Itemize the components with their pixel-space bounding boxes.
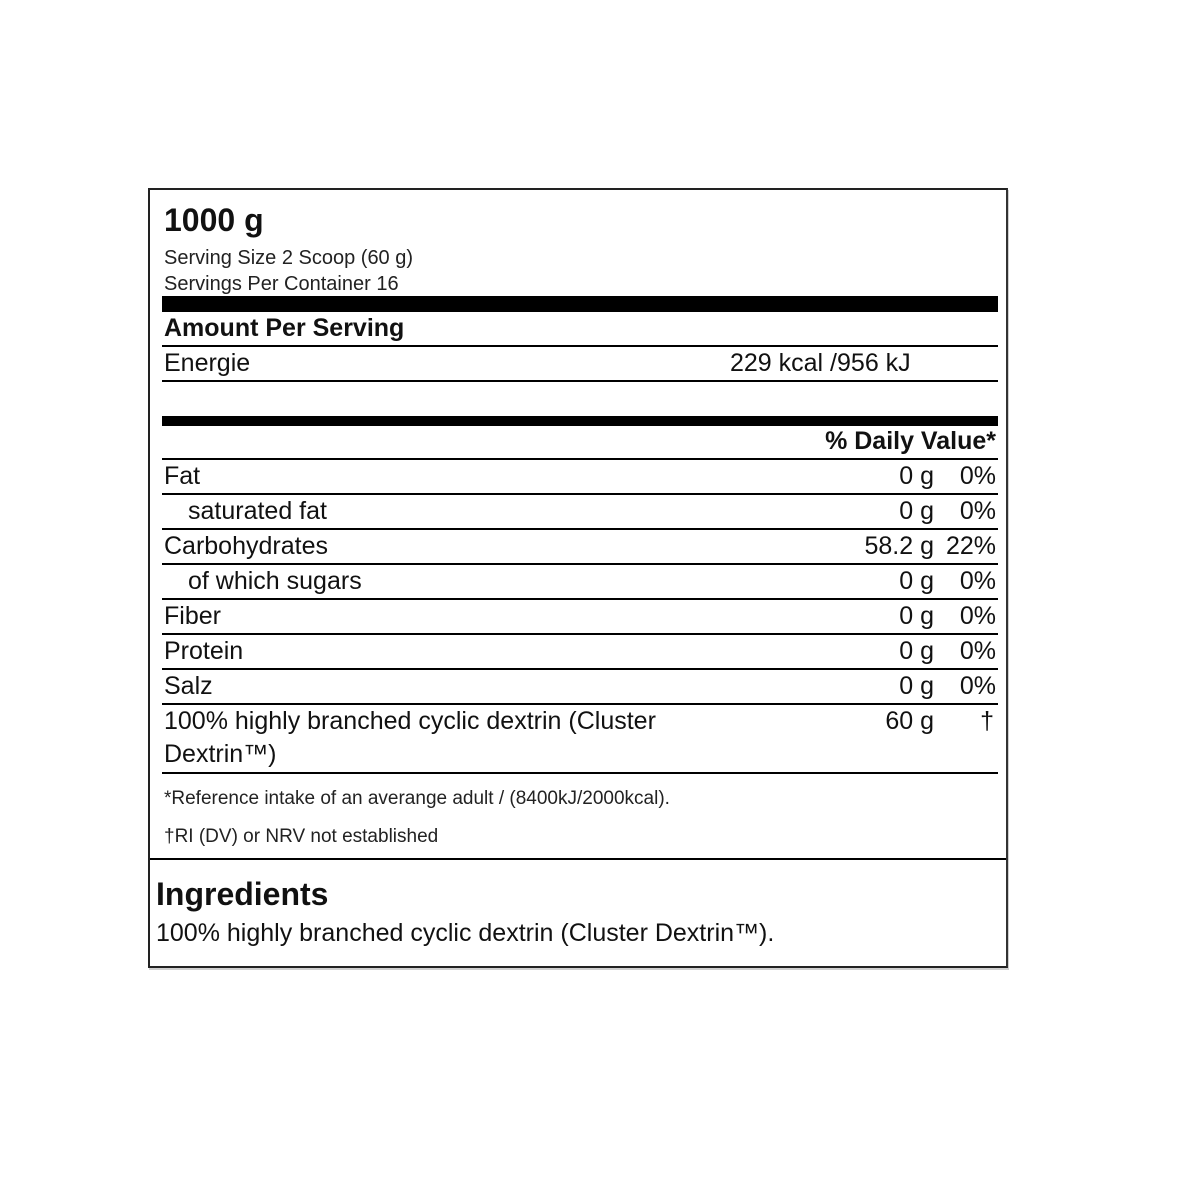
serving-size: Serving Size 2 Scoop (60 g) [164,247,414,269]
amount-per-serving-heading: Amount Per Serving [164,314,405,342]
nutrient-dv-protein: 0% [959,637,996,665]
special-ingredient-dv: † [980,707,994,735]
nutrient-amount-carbohydrates: 58.2 g [864,532,934,560]
not-established-footnote: †RI (DV) or NRV not established [164,826,439,847]
divider [162,458,998,460]
nutrient-dv-fat: 0% [959,462,996,490]
nutrient-dv-saturated-fat: 0% [959,497,996,525]
divider [162,493,998,495]
ingredients-title: Ingredients [156,876,329,912]
divider [162,772,998,774]
divider [162,380,998,382]
nutrient-name-saturated-fat: saturated fat [188,497,327,525]
nutrient-dv-carbohydrates: 22% [945,532,996,560]
divider [162,703,998,705]
nutrient-name-sugars: of which sugars [188,567,362,595]
divider [162,633,998,635]
nutrient-name-fiber: Fiber [164,602,221,630]
nutrient-amount-saturated-fat: 0 g [899,497,934,525]
divider [162,345,998,347]
ingredients-text: 100% highly branched cyclic dextrin (Cluster Dextrin™). [156,919,775,947]
net-weight: 1000 g [164,202,264,238]
thick-divider [162,416,998,426]
daily-value-header: % Daily Value* [825,427,996,455]
nutrient-name-salt: Salz [164,672,213,700]
divider [162,598,998,600]
special-ingredient-name: 100% highly branched cyclic dextrin (Cluster [164,707,656,735]
divider [162,563,998,565]
nutrient-amount-sugars: 0 g [899,567,934,595]
servings-per-container: Servings Per Container 16 [164,273,399,295]
nutrient-amount-salt: 0 g [899,672,934,700]
thick-divider [162,296,998,312]
nutrient-amount-fiber: 0 g [899,602,934,630]
nutrient-name-fat: Fat [164,462,201,490]
divider [162,668,998,670]
nutrient-name-carbohydrates: Carbohydrates [164,532,328,560]
nutrient-dv-fiber: 0% [959,602,996,630]
special-ingredient-amount: 60 g [885,707,934,735]
energy-value: 229 kcal /956 kJ [730,349,911,377]
nutrition-label [148,188,1008,968]
nutrient-dv-salt: 0% [959,672,996,700]
nutrient-dv-sugars: 0% [959,567,996,595]
special-ingredient-name-continued: Dextrin™) [164,740,277,768]
nutrient-name-protein: Protein [164,637,244,665]
nutrient-amount-fat: 0 g [899,462,934,490]
ingredients-divider [150,858,1006,860]
energy-label: Energie [164,349,251,377]
divider [162,528,998,530]
nutrient-amount-protein: 0 g [899,637,934,665]
reference-intake-footnote: *Reference intake of an averange adult / (8400kJ/2000kcal). [164,788,670,809]
